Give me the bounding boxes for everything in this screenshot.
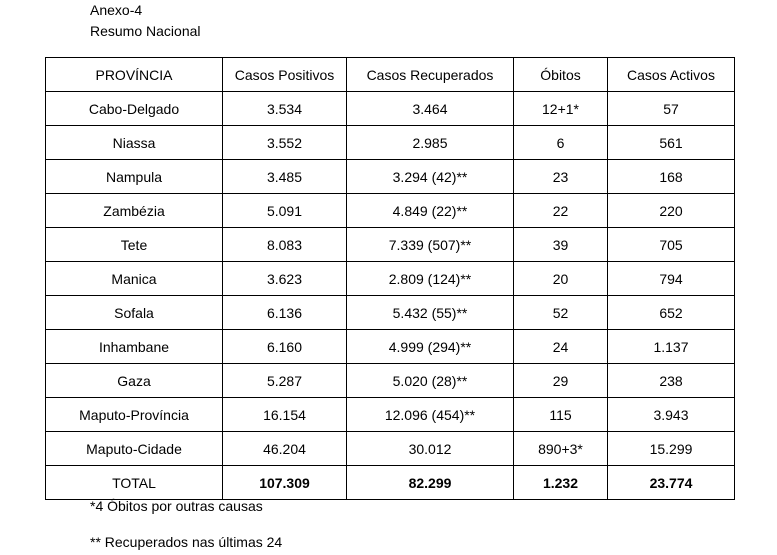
cell-recovered: 12.096 (454)** <box>347 398 514 432</box>
cell-positive: 46.204 <box>223 432 347 466</box>
total-cell-deaths: 1.232 <box>514 466 608 500</box>
cell-deaths: 23 <box>514 160 608 194</box>
footnote-deaths: *4 Óbitos por outras causas <box>90 498 263 514</box>
cell-positive: 6.160 <box>223 330 347 364</box>
table-row <box>46 92 735 126</box>
table-row <box>46 126 735 160</box>
cell-positive: 3.485 <box>223 160 347 194</box>
cell-positive: 3.623 <box>223 262 347 296</box>
total-cell-positive: 107.309 <box>223 466 347 500</box>
table-row <box>46 160 735 194</box>
total-cell-active: 23.774 <box>608 466 735 500</box>
cell-recovered: 3.294 (42)** <box>347 160 514 194</box>
cell-active: 168 <box>608 160 735 194</box>
table-row <box>46 262 735 296</box>
cell-province: Tete <box>46 228 223 262</box>
cell-province: Inhambane <box>46 330 223 364</box>
col-header-recovered: Casos Recuperados <box>347 58 514 92</box>
col-header-active: Casos Activos <box>608 58 735 92</box>
table-row <box>46 432 735 466</box>
cell-positive: 16.154 <box>223 398 347 432</box>
cell-positive: 5.091 <box>223 194 347 228</box>
cell-recovered: 5.432 (55)** <box>347 296 514 330</box>
cell-active: 220 <box>608 194 735 228</box>
cell-active: 652 <box>608 296 735 330</box>
national-summary-table <box>45 57 735 500</box>
cell-active: 15.299 <box>608 432 735 466</box>
cell-province: Maputo-Província <box>46 398 223 432</box>
cell-positive: 8.083 <box>223 228 347 262</box>
cell-active: 794 <box>608 262 735 296</box>
col-header-deaths: Óbitos <box>514 58 608 92</box>
cell-positive: 3.552 <box>223 126 347 160</box>
cell-deaths: 20 <box>514 262 608 296</box>
annex-title: Anexo-4 <box>90 2 143 18</box>
cell-deaths: 52 <box>514 296 608 330</box>
cell-deaths: 6 <box>514 126 608 160</box>
cell-active: 3.943 <box>608 398 735 432</box>
cell-province: Zambézia <box>46 194 223 228</box>
total-cell-recovered: 82.299 <box>347 466 514 500</box>
cell-deaths: 115 <box>514 398 608 432</box>
cell-recovered: 2.809 (124)** <box>347 262 514 296</box>
cell-province: Maputo-Cidade <box>46 432 223 466</box>
cell-deaths: 890+3* <box>514 432 608 466</box>
cell-recovered: 3.464 <box>347 92 514 126</box>
table-row <box>46 330 735 364</box>
cell-active: 705 <box>608 228 735 262</box>
cell-province: Manica <box>46 262 223 296</box>
cell-recovered: 7.339 (507)** <box>347 228 514 262</box>
table-row <box>46 296 735 330</box>
table-row <box>46 194 735 228</box>
cell-positive: 3.534 <box>223 92 347 126</box>
table-row <box>46 398 735 432</box>
cell-recovered: 2.985 <box>347 126 514 160</box>
table-row <box>46 228 735 262</box>
cell-province: Gaza <box>46 364 223 398</box>
cell-active: 57 <box>608 92 735 126</box>
cell-province: Niassa <box>46 126 223 160</box>
cell-positive: 6.136 <box>223 296 347 330</box>
table-header-row <box>46 58 735 92</box>
cell-recovered: 4.849 (22)** <box>347 194 514 228</box>
cell-province: Cabo-Delgado <box>46 92 223 126</box>
cell-recovered: 4.999 (294)** <box>347 330 514 364</box>
col-header-positive: Casos Positivos <box>223 58 347 92</box>
summary-subtitle: Resumo Nacional <box>90 23 201 39</box>
cell-deaths: 29 <box>514 364 608 398</box>
cell-deaths: 24 <box>514 330 608 364</box>
table-row <box>46 364 735 398</box>
footnote-recovered: ** Recuperados nas últimas 24 <box>90 534 283 550</box>
cell-deaths: 22 <box>514 194 608 228</box>
table-total-row <box>46 466 735 500</box>
cell-recovered: 30.012 <box>347 432 514 466</box>
cell-province: Sofala <box>46 296 223 330</box>
cell-deaths: 39 <box>514 228 608 262</box>
cell-positive: 5.287 <box>223 364 347 398</box>
cell-active: 561 <box>608 126 735 160</box>
cell-deaths: 12+1* <box>514 92 608 126</box>
cell-active: 1.137 <box>608 330 735 364</box>
cell-recovered: 5.020 (28)** <box>347 364 514 398</box>
total-cell-province: TOTAL <box>46 466 223 500</box>
cell-province: Nampula <box>46 160 223 194</box>
cell-active: 238 <box>608 364 735 398</box>
col-header-province: PROVÍNCIA <box>46 58 223 92</box>
